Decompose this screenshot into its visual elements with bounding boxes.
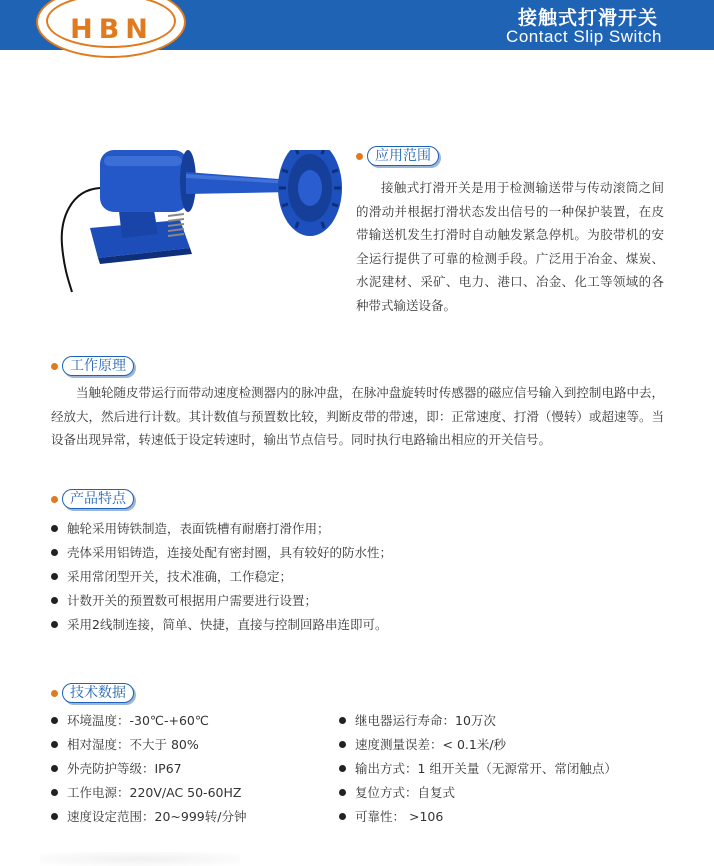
specs-list-right: [339, 709, 617, 829]
specs-tag-label: 技术数据: [62, 683, 134, 703]
bullet-dot-icon: [51, 363, 58, 370]
specs-tag: [51, 683, 134, 703]
header-bar: [0, 0, 714, 50]
list-item: 壳体采用铝铸造，连接处配有密封圈，具有较好的防水性；: [51, 541, 392, 565]
list-item: 外壳防护等级：IP67: [51, 757, 246, 781]
bullet-dot-icon: [51, 496, 58, 503]
bullet-dot-icon: [51, 690, 58, 697]
list-item: 速度设定范围：20~999转/分钟: [51, 805, 246, 829]
features-tag-label: 产品特点: [62, 489, 134, 509]
features-tag: [51, 489, 134, 509]
list-item: 相对湿度：不大于 80%: [51, 733, 246, 757]
principle-paragraph: 当触轮随皮带运行而带动速度检测器内的脉冲盘，在脉冲盘旋转时传感器的磁应信号输入到控制电路中去，经放大，然后进行计数。其计数值与预置数比较，判断皮带的带速，即：正常速度、打滑（慢转）或超速等。当设备出现异常，转速低于设定转速时，输出节点信号。同时执行电路输出相应的开关信号。: [51, 385, 664, 447]
list-item: 计数开关的预置数可根据用户需要进行设置；: [51, 589, 392, 613]
bullet-dot-icon: [356, 153, 363, 160]
list-item: 输出方式：1 组开关量（无源常开、常闭触点）: [339, 757, 617, 781]
application-tag: [356, 146, 439, 166]
list-item: 触轮采用铸铁制造，表面铣槽有耐磨打滑作用；: [51, 517, 392, 541]
list-item: 继电器运行寿命：10万次: [339, 709, 617, 733]
specs-list-left: [51, 709, 246, 829]
product-image: [60, 150, 350, 300]
page-title-cn: 接触式打滑开关: [517, 7, 658, 29]
list-item: 速度测量误差：< 0.1米/秒: [339, 733, 617, 757]
application-tag-label: 应用范围: [367, 146, 439, 166]
list-item: 工作电源：220V/AC 50-60HZ: [51, 781, 246, 805]
application-paragraph: 接触式打滑开关是用于检测输送带与传动滚筒之间的滑动并根据打滑状态发出信号的一种保护装置，在皮带输送机发生打滑时自动触发紧急停机。为胶带机的安全运行提供了可靠的检测手段。广泛用于冶金、煤炭、水泥建材、采矿、电力、港口、冶金、化工等领域的各种带式输送设备。: [356, 180, 664, 313]
list-item: 采用2线制连接，简单、快捷，直接与控制回路串连即可。: [51, 613, 392, 637]
list-item: 可靠性： >106: [339, 805, 617, 829]
features-list: [51, 517, 392, 637]
list-item: 复位方式：自复式: [339, 781, 617, 805]
page-bottom-shadow: [40, 852, 240, 866]
principle-tag-label: 工作原理: [62, 356, 134, 376]
list-item: 环境温度：-30℃-+60℃: [51, 709, 246, 733]
list-item: 采用常闭型开关，技术准确，工作稳定；: [51, 565, 392, 589]
page-title-en: Contact Slip Switch: [506, 27, 662, 46]
logo: HBN: [70, 14, 154, 45]
principle-tag: [51, 356, 134, 376]
